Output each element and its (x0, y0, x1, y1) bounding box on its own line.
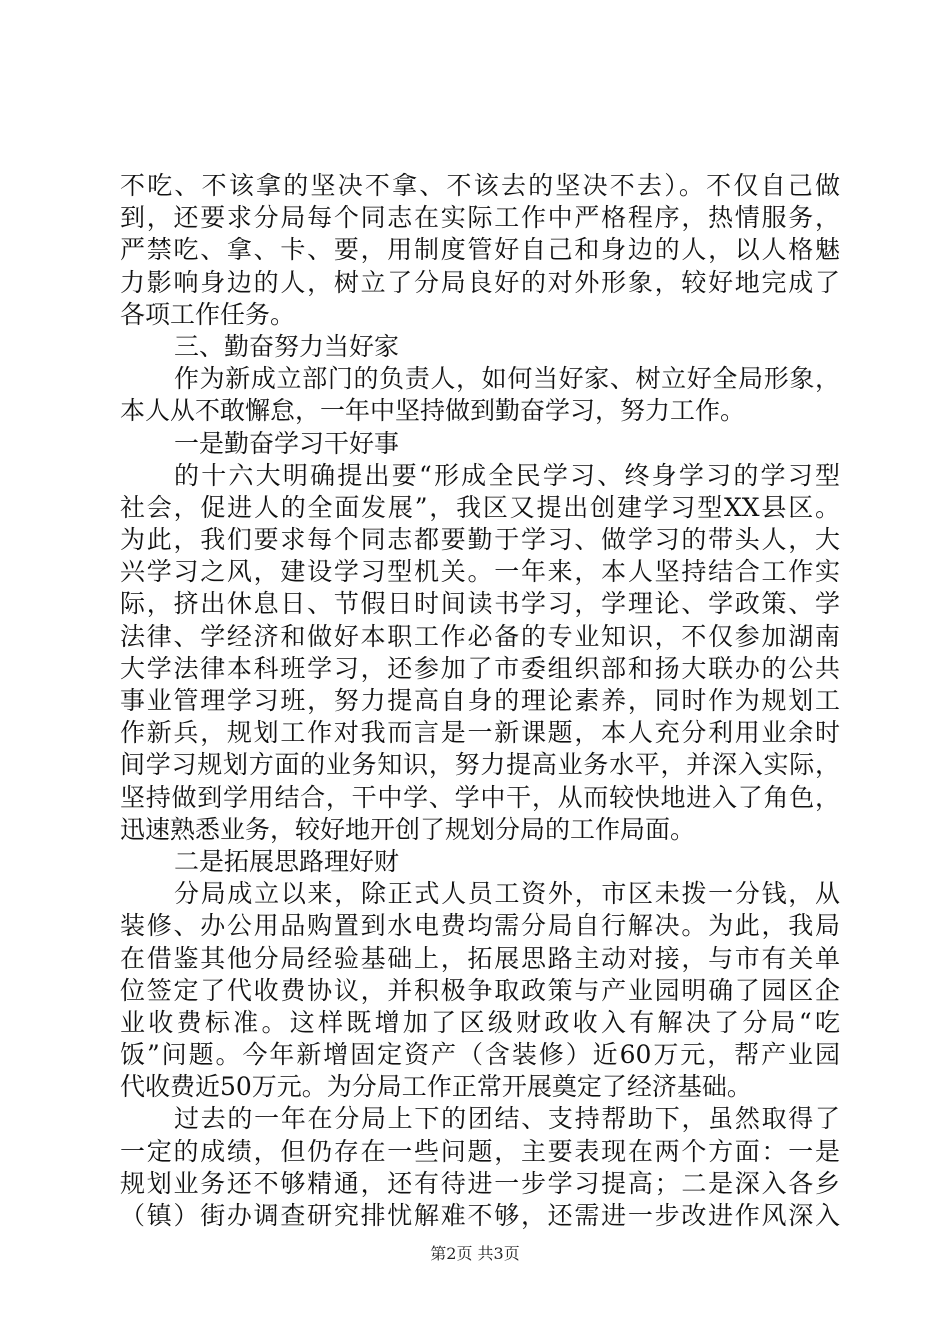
text-line: 在借鉴其他分局经验基础上，拓展思路主动对接，与市有关单 (120, 943, 840, 973)
text-line: （镇）街办调查研究排忧解难不够，还需进一步改进作风深入 (120, 1201, 840, 1230)
text-line: 事业管理学习班，努力提高自身的理论素养，同时作为规划工 (120, 686, 840, 715)
text-line: 一定的成绩，但仍存在一些问题，主要表现在两个方面：一是 (120, 1136, 840, 1166)
text-line: 位签定了代收费协议，并积极争取政策与产业园明确了园区企 (120, 975, 840, 1005)
text-line: 法律、学经济和做好本职工作必备的专业知识，不仅参加湖南 (120, 621, 840, 651)
text-line: 坚持做到学用结合，干中学、学中干，从而较快地进入了角色， (120, 782, 840, 812)
section-heading: 三、勤奋努力当好家 (174, 331, 400, 361)
text-line: 迅速熟悉业务，较好地开创了规划分局的工作局面。 (120, 814, 696, 844)
text-line: 际，挤出休息日、节假日时间读书学习，学理论、学政策、学 (120, 589, 840, 619)
text-line: 间学习规划方面的业务知识，努力提高业务水平，并深入实际， (120, 750, 840, 780)
text-line: 代收费近50万元。为分局工作正常开展奠定了经济基础。 (120, 1072, 752, 1102)
text-line: 社会，促进人的全面发展”，我区又提出创建学习型XX县区。 (120, 492, 840, 522)
text-line: 兴学习之风，建设学习型机关。一年来，本人坚持结合工作实 (120, 557, 840, 587)
text-line: 的十六大明确提出要“形成全民学习、终身学习的学习型 (174, 460, 840, 490)
text-line: 作为新成立部门的负责人，如何当好家、树立好全局形象， (174, 364, 840, 394)
text-line: 过去的一年在分局上下的团结、支持帮助下，虽然取得了 (174, 1104, 840, 1134)
text-line: 本人从不敢懈怠，一年中坚持做到勤奋学习，努力工作。 (120, 396, 746, 426)
text-line: 分局成立以来，除正式人员工资外，市区未拨一分钱，从 (174, 879, 840, 909)
text-line: 装修、办公用品购置到水电费均需分局自行解决。为此，我局 (120, 911, 840, 941)
section-heading: 二是拓展思路理好财 (174, 846, 400, 876)
page-footer: 第2页 共3页 (430, 1244, 520, 1263)
text-line: 到，还要求分局每个同志在实际工作中严格程序，热情服务， (120, 203, 840, 233)
text-line: 为此，我们要求每个同志都要勤于学习、做学习的带头人，大 (120, 525, 840, 555)
text-line: 严禁吃、拿、卡、要，用制度管好自己和身边的人，以人格魅 (120, 235, 840, 265)
text-line: 大学法律本科班学习，还参加了市委组织部和扬大联办的公共 (120, 653, 840, 683)
section-heading: 一是勤奋学习干好事 (174, 428, 400, 458)
text-line: 饭”问题。今年新增固定资产（含装修）近60万元，帮产业园 (120, 1040, 840, 1070)
text-line: 作新兵，规划工作对我而言是一新课题，本人充分利用业余时 (120, 718, 840, 748)
document-body (120, 170, 840, 1232)
text-line: 各项工作任务。 (120, 299, 296, 329)
text-line: 业收费标准。这样既增加了区级财政收入有解决了分局“吃 (120, 1007, 840, 1037)
text-line: 不吃、不该拿的坚决不拿、不该去的坚决不去）。不仅自己做 (120, 171, 840, 200)
text-line: 规划业务还不够精通，还有待进一步学习提高；二是深入各乡 (120, 1168, 840, 1198)
text-line: 力影响身边的人，树立了分局良好的对外形象，较好地完成了 (120, 267, 840, 297)
